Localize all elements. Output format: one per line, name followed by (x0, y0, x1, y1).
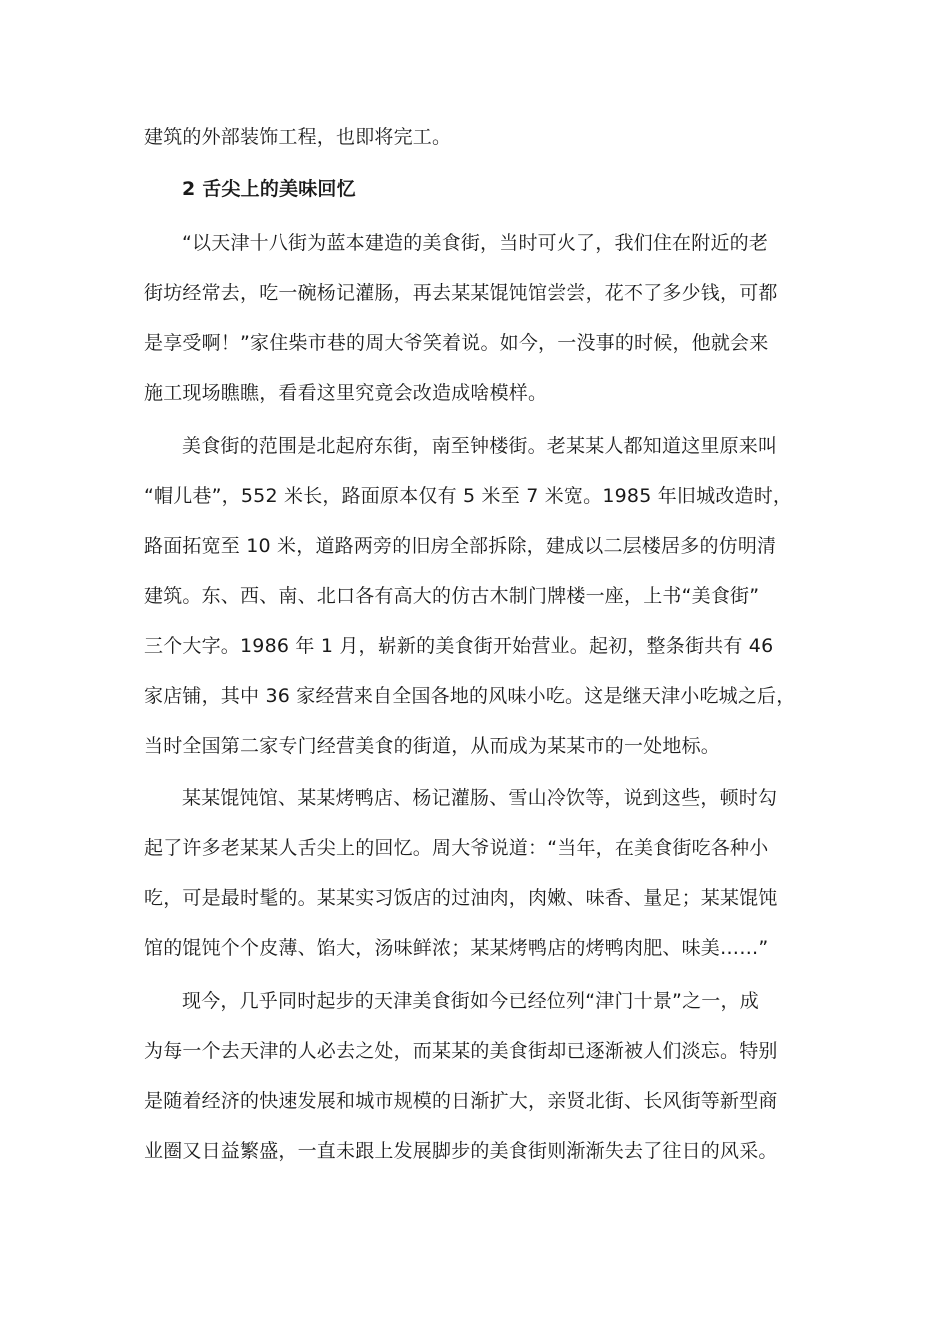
text-line: 三个大字。1986 年 1 月，崭新的美食街开始营业。起初，整条街共有 46 (144, 635, 774, 657)
text-line: 某某馄饨馆、某某烤鸭店、杨记灌肠、雪山冷饮等，说到这些，顿时勾 (182, 787, 778, 809)
text-line: 馆的馄饨个个皮薄、馅大，汤味鲜浓；某某烤鸭店的烤鸭肉肥、味美……” (144, 937, 769, 959)
text-line: 是享受啊！”家住柴市巷的周大爷笑着说。如今，一没事的时候，他就会来 (144, 332, 769, 354)
text-line: “以天津十八街为蓝本建造的美食街，当时可火了，我们住在附近的老 (182, 232, 769, 254)
section-heading: 2 舌尖上的美味回忆 (182, 178, 356, 200)
text-line: 吃，可是最时髦的。某某实习饭店的过油肉，肉嫩、味香、量足；某某馄饨 (144, 887, 778, 909)
text-line: 施工现场瞧瞧，看看这里究竟会改造成啥模样。 (144, 382, 548, 404)
text-line: 业圈又日益繁盛，一直未跟上发展脚步的美食街则渐渐失去了往日的风采。 (144, 1140, 778, 1162)
text-line: 起了许多老某某人舌尖上的回忆。周大爷说道：“当年，在美食街吃各种小 (144, 837, 769, 859)
text-line: 当时全国第二家专门经营美食的街道，从而成为某某市的一处地标。 (144, 735, 721, 757)
text-line: 建筑的外部装饰工程，也即将完工。 (144, 126, 452, 148)
text-line: 是随着经济的快速发展和城市规模的日渐扩大，亲贤北街、长风街等新型商 (144, 1090, 778, 1112)
text-line: 建筑。东、西、南、北口各有高大的仿古木制门牌楼一座，上书“美食街” (144, 585, 760, 607)
text-line: 现今，几乎同时起步的天津美食街如今已经位列“津门十景”之一，成 (182, 990, 759, 1012)
text-line: 美食街的范围是北起府东街，南至钟楼街。老某某人都知道这里原来叫 (182, 435, 778, 457)
text-line: 街坊经常去，吃一碗杨记灌肠，再去某某馄饨馆尝尝，花不了多少钱，可都 (144, 282, 778, 304)
text-line: “帽儿巷”，552 米长，路面原本仅有 5 米至 7 米宽。1985 年旧城改造时， (144, 485, 793, 507)
text-line: 为每一个去天津的人必去之处，而某某的美食街却已逐渐被人们淡忘。特别 (144, 1040, 778, 1062)
text-line: 路面拓宽至 10 米，道路两旁的旧房全部拆除，建成以二层楼居多的仿明清 (144, 535, 777, 557)
text-line: 家店铺，其中 36 家经营来自全国各地的风味小吃。这是继天津小吃城之后， (144, 685, 796, 707)
